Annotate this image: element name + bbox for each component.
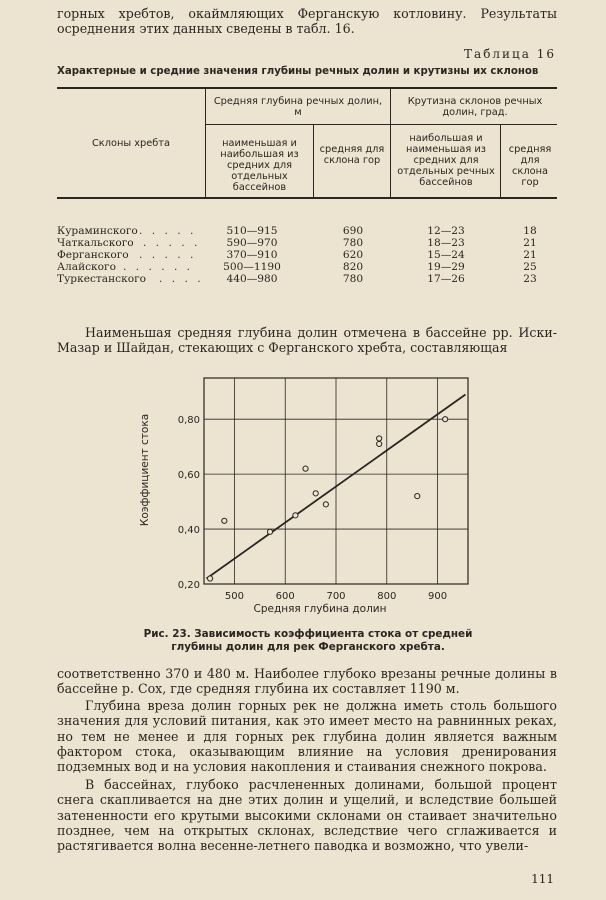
row-steep-avg: 18 xyxy=(523,225,537,237)
data-point xyxy=(323,502,328,507)
figure-caption: Рис. 23. Зависимость коэффициента стока от средней глубины долин для рек Ферганского хребта. xyxy=(143,628,473,653)
row-depth-avg: 820 xyxy=(342,261,364,273)
header-min-max-depth: наименьшая и наибольшая из средних для отдельных бассейнов xyxy=(220,138,299,193)
x-tick-label: 900 xyxy=(427,591,448,602)
table-label: Таблица 16 xyxy=(464,47,556,61)
row-steep-range: 17—26 xyxy=(427,273,465,285)
row-steep-avg: 21 xyxy=(523,249,537,261)
row-leader: . . . . . xyxy=(139,225,197,237)
y-tick-label: 0,60 xyxy=(177,470,200,482)
row-depth-range: 590—970 xyxy=(226,237,278,249)
data-point xyxy=(293,513,298,518)
data-point xyxy=(313,491,318,496)
x-tick-label: 500 xyxy=(224,591,245,602)
y-axis-label: Коэффициент стока xyxy=(139,413,151,527)
row-leader: . . . . . xyxy=(143,237,201,249)
data-point xyxy=(377,436,382,441)
row-depth-range: 500—1190 xyxy=(223,261,281,273)
paragraph-3: Глубина вреза долин горных рек не должна иметь столь большого значения для условий питания, как это имеет место на равнинных реках, но тем не менее и для горных рек глубина долин является важным фактором стока, оказывающим влияние на условия дренирования подземных вод и на условия накопления и стаивания снежного покрова. xyxy=(57,698,557,775)
row-steep-range: 12—23 xyxy=(427,225,465,237)
row-depth-avg: 780 xyxy=(342,237,364,249)
paragraph-2: соответственно 370 и 480 м. Наиболее глубоко врезаны речные долины в бассейне р. Сох, где средняя глубина их составляет 1190 м. xyxy=(57,666,557,697)
row-steep-range: 19—29 xyxy=(427,261,465,273)
row-steep-avg: 25 xyxy=(523,261,537,273)
row-leader: . . . . xyxy=(159,273,204,285)
table-caption: Характерные и средние значения глубины речных долин и крутизны их склонов xyxy=(57,66,539,77)
row-depth-range: 510—915 xyxy=(226,225,278,237)
y-tick-label: 0,80 xyxy=(177,415,200,427)
row-name: Ферганского xyxy=(57,249,129,261)
row-depth-avg: 780 xyxy=(342,273,364,285)
data-point xyxy=(303,466,308,471)
paragraph-1: Наименьшая средняя глубина долин отмечена в бассейне рр. Иски-Мазар и Шайдан, стекающих с Ферганского хребта, составляющая xyxy=(57,325,557,356)
row-name: Туркестанского xyxy=(57,273,147,285)
data-point xyxy=(415,494,420,499)
row-steep-avg: 23 xyxy=(523,273,537,285)
x-axis-label: Средняя глубина долин xyxy=(253,603,387,615)
header-depth-group: Средняя глубина речных долин, м xyxy=(213,96,383,118)
data-point xyxy=(443,417,448,422)
top-paragraph: горных хребтов, окаймляющих Ферганскую котловину. Результаты осреднения этих данных сведены в табл. 16. xyxy=(57,6,557,37)
x-tick-label: 700 xyxy=(326,591,346,602)
data-point xyxy=(222,518,227,523)
paragraph-4: В бассейнах, глубоко расчлененных долинами, большой процент снега скапливается на дне этих долин и ущелий, и вследствие большей затененности его крутыми высокими склонами он стаивает значительно позднее, чем на открытых склонах, вследствие чего сглаживается и растягивается волна весенне-летнего паводка и возможно, что увели- xyxy=(57,777,557,854)
data-point xyxy=(267,529,272,534)
row-depth-avg: 690 xyxy=(342,225,364,237)
header-steep-group: Крутизна склонов речных долин, град. xyxy=(407,96,543,118)
x-tick-label: 600 xyxy=(275,591,295,602)
page-number: 111 xyxy=(531,872,554,886)
row-name: Чаткальского xyxy=(57,237,134,249)
row-leader: . . . . . xyxy=(139,249,197,261)
row-depth-avg: 620 xyxy=(342,249,364,261)
data-point xyxy=(207,576,212,581)
data-point xyxy=(377,441,382,446)
row-depth-range: 440—980 xyxy=(226,273,278,285)
row-steep-range: 15—24 xyxy=(427,249,465,261)
row-name: Кураминского xyxy=(57,225,138,237)
header-slopes: Склоны хребта xyxy=(91,138,171,149)
y-tick-label: 0,40 xyxy=(177,525,200,537)
row-steep-avg: 21 xyxy=(523,237,537,249)
row-steep-range: 18—23 xyxy=(427,237,465,249)
header-avg-steep: средняя для склона гор xyxy=(508,144,552,188)
y-tick-label: 0,20 xyxy=(177,580,200,591)
row-depth-range: 370—910 xyxy=(226,249,278,261)
row-name: Алайского xyxy=(57,261,116,273)
x-tick-label: 800 xyxy=(377,591,397,602)
row-leader: . . . . . . xyxy=(123,261,194,273)
header-avg-depth: средняя для склона гор xyxy=(319,144,385,166)
header-min-max-steep: наибольшая и наименьшая из средних для отдельных речных бассейнов xyxy=(397,133,495,188)
